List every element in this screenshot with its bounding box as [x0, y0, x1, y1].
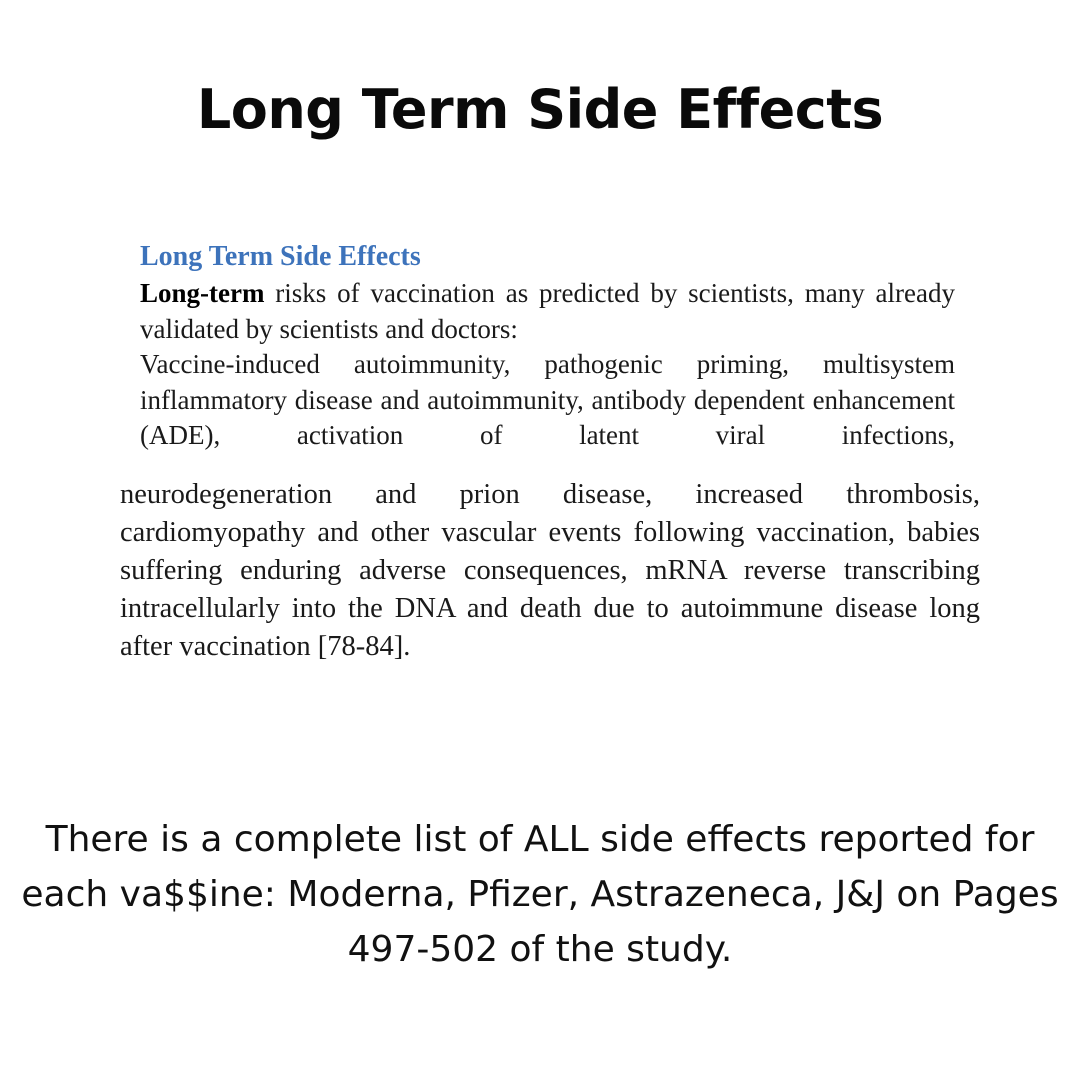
excerpt-intro-bold: Long-term [140, 278, 265, 308]
excerpt-list-top: Vaccine-induced autoimmunity, pathogenic priming, multisystem inflammatory disease and autoimmunity, antibody dependent enhancement (ADE), activation of latent viral infections, [140, 349, 955, 450]
page-title: Long Term Side Effects [196, 78, 884, 141]
excerpt-intro-rest: risks of vaccination as predicted by scientists, many already validated by scientists and doctors: [140, 278, 955, 344]
excerpt-heading: Long Term Side Effects [140, 241, 421, 272]
caption-text: There is a complete list of ALL side effects reported for each va$$ine: Moderna, Pfizer, Astrazeneca, J&J on Pages 497-502 of the study. [21, 819, 1059, 970]
excerpt-list-bottom: neurodegeneration and prion disease, increased thrombosis, cardiomyopathy and other vascular events following vaccination, babies suffering enduring adverse consequences, mRNA reverse transcribing intracellularly into the DNA and death due to autoimmune disease long after vaccination [78-84]. [120, 479, 980, 662]
excerpt-intro [140, 276, 955, 347]
excerpt-top-block [140, 238, 955, 454]
